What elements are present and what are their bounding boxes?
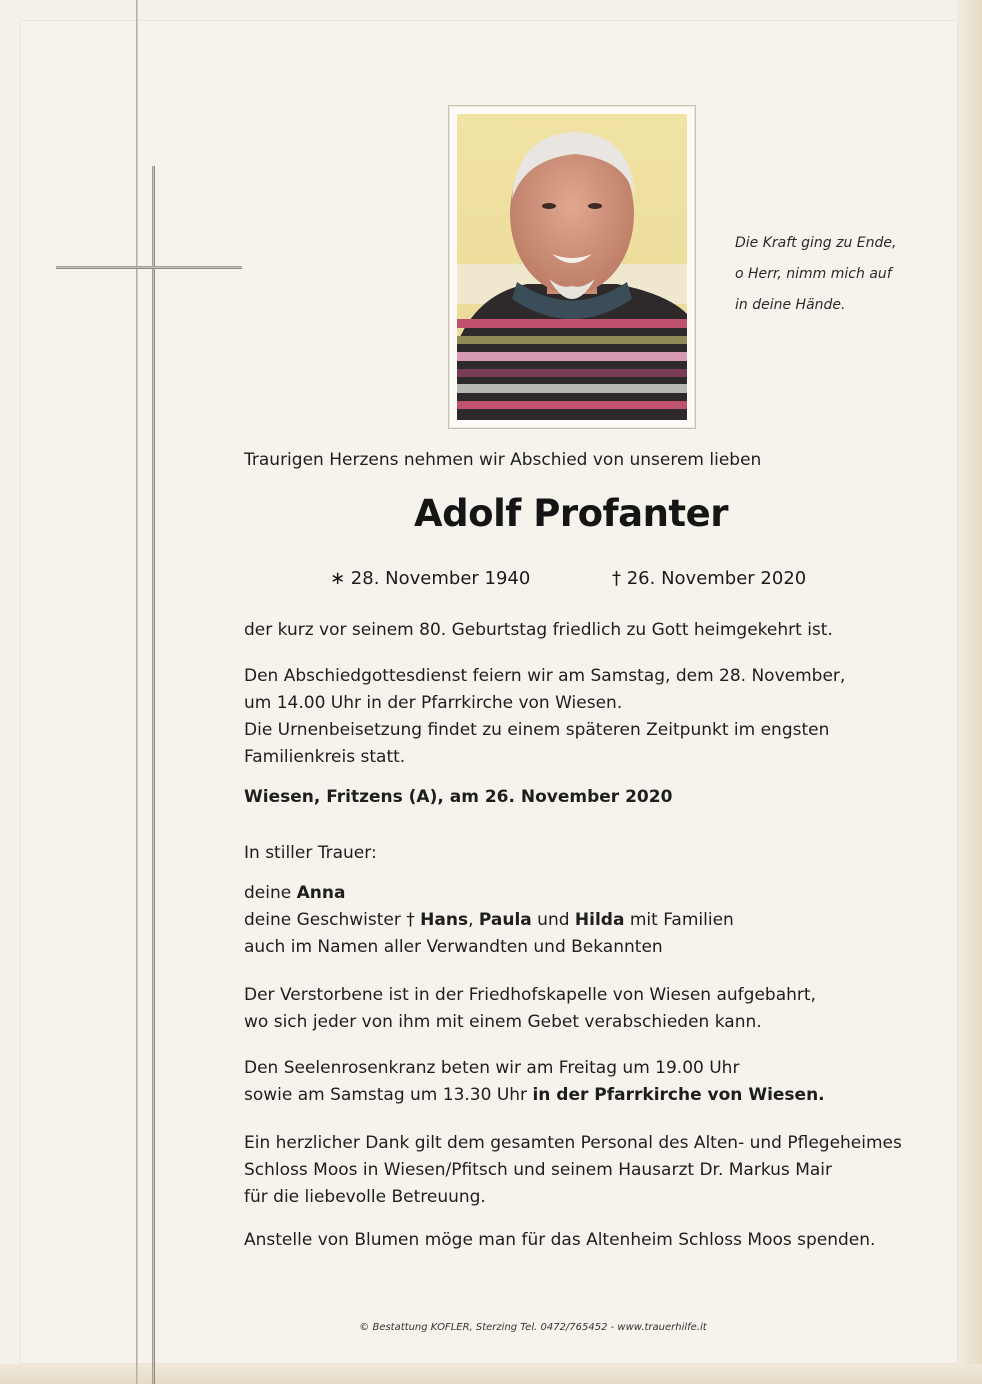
text-fragment: deine Geschwister †: [244, 910, 421, 930]
text-fragment: deine: [244, 883, 297, 903]
text-line: Ein herzlicher Dank gilt dem gesamten Personal des Alten- und Pflegeheimes: [244, 1133, 902, 1153]
card-edge-bottom: [0, 1364, 982, 1384]
deceased-name: Adolf Profanter: [414, 492, 728, 535]
text-line: Der Verstorbene ist in der Friedhofskapelle von Wiesen aufgebahrt,: [244, 985, 816, 1005]
cross-icon-vertical: [152, 166, 155, 1384]
text-fragment: ,: [468, 910, 479, 930]
quote-line: o Herr, nimm mich auf: [735, 266, 892, 282]
footer-credit: © Bestattung KOFLER, Sterzing Tel. 0472/765452 - www.trauerhilfe.it: [359, 1322, 707, 1333]
family-line: [244, 880, 734, 907]
intro-text: Traurigen Herzens nehmen wir Abschied von unserem lieben: [244, 450, 762, 470]
text-fragment: und: [531, 910, 575, 930]
text-line: [244, 1082, 825, 1109]
family-line: [244, 907, 734, 934]
text-fragment-bold: in der Pfarrkirche von Wiesen.: [532, 1085, 825, 1105]
card-edge-right: [958, 0, 982, 1384]
portrait-frame: [448, 105, 696, 429]
text-line: Schloss Moos in Wiesen/Pfitsch und seinem Hausarzt Dr. Markus Mair: [244, 1160, 832, 1180]
paragraph-passing: der kurz vor seinem 80. Geburtstag friedlich zu Gott heimgekehrt ist.: [244, 620, 833, 640]
text-fragment: sowie am Samstag um 13.30 Uhr: [244, 1085, 533, 1105]
paragraph-donation: Anstelle von Blumen möge man für das Altenheim Schloss Moos spenden.: [244, 1230, 876, 1250]
family-list: [244, 880, 734, 961]
text-fragment: mit Familien: [624, 910, 734, 930]
family-name: Anna: [296, 883, 346, 903]
birth-date: ∗ 28. November 1940: [330, 568, 531, 589]
paragraph-laying-out: [244, 982, 816, 1036]
paragraph-rosary: [244, 1055, 825, 1109]
cross-icon-horizontal: [56, 266, 242, 269]
text-line: Den Abschiedgottesdienst feiern wir am Samstag, dem 28. November,: [244, 666, 846, 686]
family-name: Hilda: [574, 910, 625, 930]
paragraph-service: [244, 663, 845, 771]
text-line: für die liebevolle Betreuung.: [244, 1187, 486, 1207]
place-date: Wiesen, Fritzens (A), am 26. November 2020: [244, 787, 673, 807]
family-name: Hans: [420, 910, 469, 930]
mourning-heading: In stiller Trauer:: [244, 843, 377, 863]
portrait-photo: [457, 114, 687, 420]
text-line: Den Seelenrosenkranz beten wir am Freitag um 19.00 Uhr: [244, 1058, 740, 1078]
quote-line: in deine Hände.: [735, 297, 846, 313]
text-line: Die Urnenbeisetzung findet zu einem späteren Zeitpunkt im engsten: [244, 720, 830, 740]
text-line: wo sich jeder von ihm mit einem Gebet verabschieden kann.: [244, 1012, 762, 1032]
bible-quote: [735, 228, 935, 321]
text-line: um 14.00 Uhr in der Pfarrkirche von Wiesen.: [244, 693, 623, 713]
family-line: auch im Namen aller Verwandten und Bekannten: [244, 937, 663, 957]
paragraph-thanks: [244, 1130, 902, 1211]
quote-line: Die Kraft ging zu Ende,: [735, 235, 897, 251]
family-name: Paula: [478, 910, 532, 930]
decorative-line: [136, 0, 138, 1384]
death-date: † 26. November 2020: [612, 568, 807, 589]
text-line: Familienkreis statt.: [244, 747, 406, 767]
